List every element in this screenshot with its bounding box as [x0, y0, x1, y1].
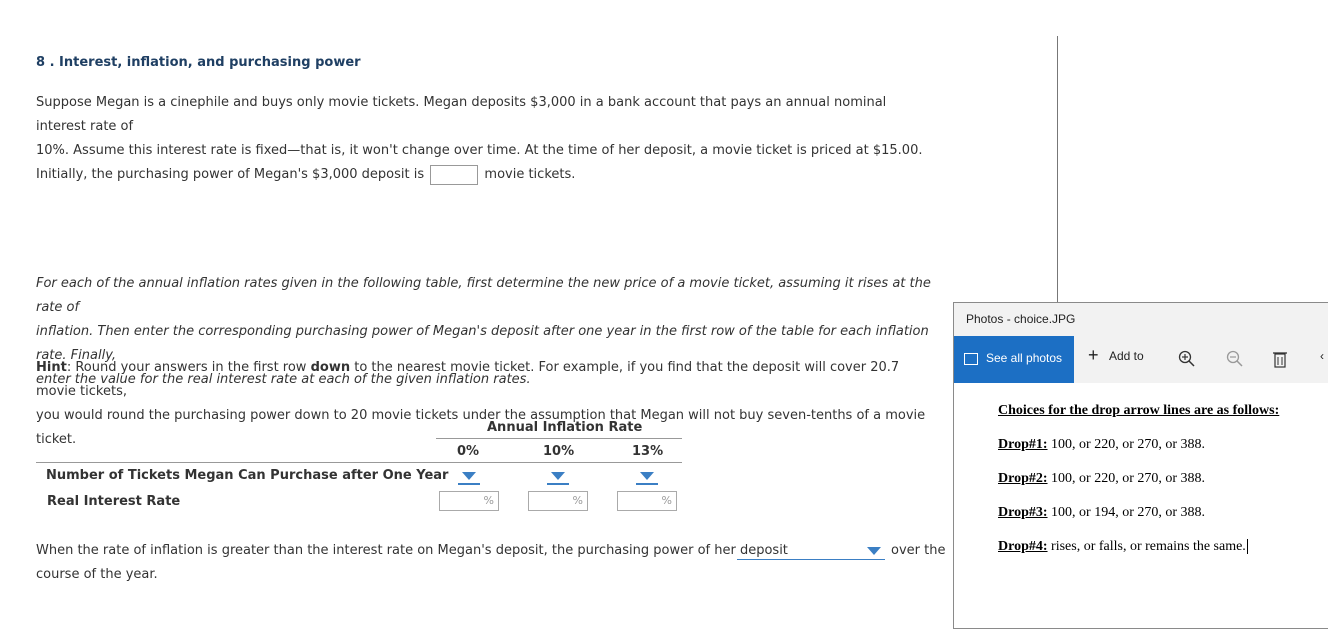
- photos-window: [953, 302, 1328, 629]
- final-line-2: course of the year.: [36, 567, 158, 582]
- drop-4-text: rises, or falls, or remains the same.: [1047, 539, 1246, 554]
- add-icon[interactable]: +: [1088, 345, 1099, 365]
- drop-4-label: Drop#4:: [998, 539, 1048, 554]
- instr-line-3: enter the value for the real interest rate at each of the given inflation rates.: [36, 372, 531, 387]
- intro-paragraph: [36, 91, 936, 163]
- instr-line-1: For each of the annual inflation rates given in the following table, first determine the new price of a movie ticket, assuming it rises at the rate of: [36, 276, 931, 315]
- col-13pct: 13%: [632, 444, 664, 459]
- photos-icon: [964, 353, 978, 365]
- photos-toolbar: [954, 336, 1328, 383]
- hint-bold: down: [310, 360, 351, 375]
- table-header-rule: [436, 438, 682, 439]
- drop-2-label: Drop#2:: [998, 471, 1048, 486]
- drop-3-line: [998, 505, 1205, 521]
- hint-label: Hint: [36, 360, 67, 375]
- delete-icon[interactable]: [1272, 350, 1288, 368]
- tickets-0pct-dropdown[interactable]: [458, 472, 480, 486]
- initial-question: [36, 163, 936, 187]
- drop-1-line: [998, 437, 1205, 453]
- drop-3-label: Drop#3:: [998, 505, 1048, 520]
- drop-2-text: 100, or 220, or 270, or 388.: [1047, 471, 1206, 486]
- see-all-photos-button[interactable]: [954, 336, 1074, 383]
- tickets-10pct-dropdown[interactable]: [547, 472, 569, 486]
- col-0pct: 0%: [457, 444, 480, 459]
- final-suffix: over the: [891, 543, 946, 558]
- initial-suffix: movie tickets.: [484, 167, 576, 182]
- real-rate-10pct-input[interactable]: %: [528, 491, 588, 511]
- question-title: 8 . Interest, inflation, and purchasing power: [36, 55, 361, 70]
- real-rate-0pct-input[interactable]: %: [439, 491, 499, 511]
- drop-2-line: [998, 471, 1205, 487]
- see-all-label: See all photos: [986, 351, 1063, 365]
- row-tickets-label: Number of Tickets Megan Can Purchase after One Year: [46, 468, 449, 483]
- intro-line-2: 10%. Assume this interest rate is fixed—that is, it won't change over time. At the time of her deposit, a movie ticket is priced at $15.00.: [36, 143, 923, 158]
- hint-part-1: : Round your answers in the first row: [66, 360, 311, 375]
- real-rate-13pct-input[interactable]: %: [617, 491, 677, 511]
- photos-window-title: Photos - choice.JPG: [954, 303, 1328, 336]
- zoom-in-icon[interactable]: [1178, 350, 1196, 368]
- col-10pct: 10%: [543, 444, 575, 459]
- drop-3-text: 100, or 194, or 270, or 388.: [1047, 505, 1206, 520]
- drop-1-text: 100, or 220, or 270, or 388.: [1047, 437, 1206, 452]
- choices-heading: Choices for the drop arrow lines are as follows:: [998, 403, 1280, 418]
- tickets-13pct-dropdown[interactable]: [636, 472, 658, 486]
- initial-prefix: Initially, the purchasing power of Megan's $3,000 deposit is: [36, 167, 425, 182]
- panel-divider: [1057, 36, 1058, 306]
- instr-line-2: inflation. Then enter the corresponding purchasing power of Megan's deposit after one year in the first row of the table for each inflation rate. Finally,: [36, 324, 929, 363]
- table-header: Annual Inflation Rate: [487, 420, 643, 435]
- text-cursor: [1247, 539, 1248, 554]
- more-icon[interactable]: ‹: [1320, 349, 1324, 363]
- initial-tickets-input[interactable]: [430, 165, 478, 185]
- row-real-rate-label: Real Interest Rate: [47, 494, 181, 509]
- add-to-button[interactable]: Add to: [1109, 349, 1144, 363]
- final-prefix: When the rate of inflation is greater than the interest rate on Megan's deposit, the purchasing power of her deposit: [36, 543, 788, 558]
- zoom-out-icon[interactable]: [1226, 350, 1244, 368]
- intro-line-1: Suppose Megan is a cinephile and buys only movie tickets. Megan deposits $3,000 in a bank account that pays an annual nominal interest rate of: [36, 95, 887, 134]
- purchasing-power-change-dropdown[interactable]: [737, 544, 885, 560]
- drop-4-line: [998, 539, 1248, 555]
- drop-1-label: Drop#1:: [998, 437, 1048, 452]
- table-column-rule: [36, 462, 682, 463]
- hint-part-2: to the nearest movie ticket. For example, if you find that the deposit will cover 20.7 movie tickets,: [36, 360, 900, 399]
- hint-line-2: you would round the purchasing power down to 20 movie tickets under the assumption that Megan will not buy seven-tenths of a movie ticket.: [36, 408, 926, 447]
